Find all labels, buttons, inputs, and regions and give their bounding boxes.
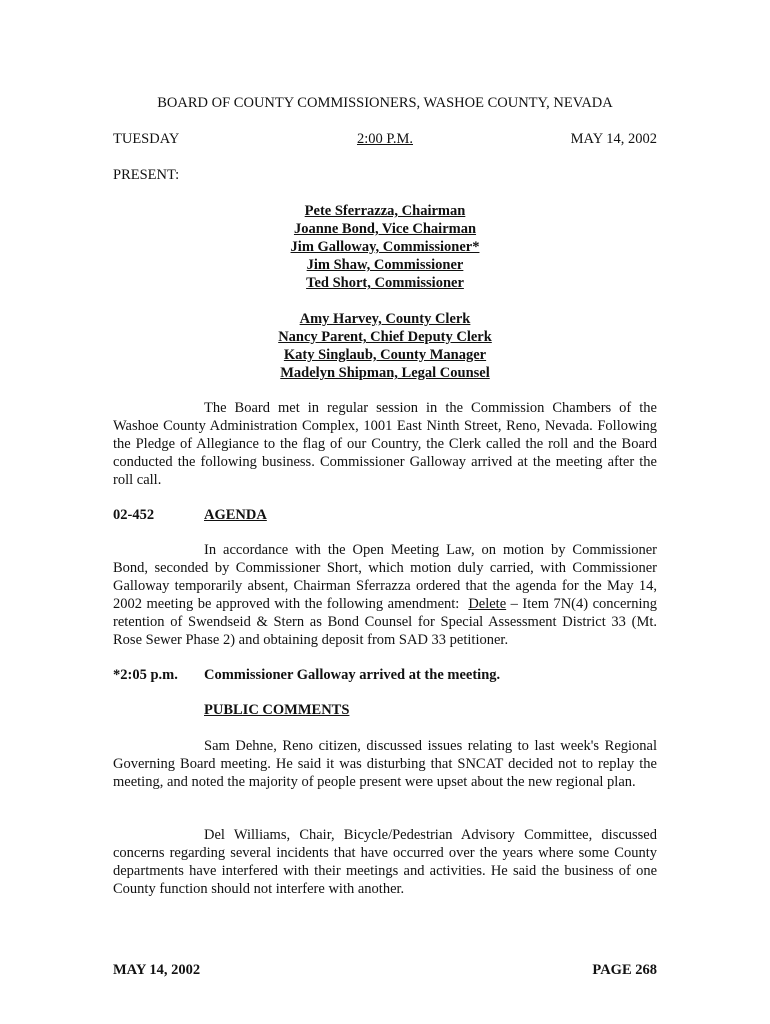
agenda-paragraph [113, 541, 657, 649]
agenda-text-part-2: – Item 7N(4) concerning retention of Swendseid & Stern as Bond Counsel for Special Assessment District 33 (Mt. Rose Sewer Phase 2) and obtaining deposit from SAD 33 petitioner. [113, 596, 657, 648]
commissioner-name: Joanne Bond, Vice Chairman [293, 221, 477, 237]
footer-date: MAY 14, 2002 [113, 962, 201, 978]
staff-name: Madelyn Shipman, Legal Counsel [280, 365, 490, 381]
document-title: BOARD OF COUNTY COMMISSIONERS, WASHOE COUNTY, NEVADA [157, 95, 613, 111]
commissioner-name: Jim Shaw, Commissioner [306, 257, 464, 273]
staff-name: Nancy Parent, Chief Deputy Clerk [278, 329, 492, 345]
commissioner-name: Ted Short, Commissioner [306, 275, 464, 291]
meeting-day: TUESDAY [113, 131, 180, 147]
meeting-date: MAY 14, 2002 [570, 131, 657, 147]
staff-name: Amy Harvey, County Clerk [299, 311, 471, 327]
meeting-time: 2:00 P.M. [356, 131, 413, 147]
staff-name: Katy Singlaub, County Manager [283, 347, 487, 363]
intro-paragraph: The Board met in regular session in the Commission Chambers of the Washoe County Administration Complex, 1001 East Ninth Street, Reno, Nevada. Following the Pledge of Allegiance to the flag of our Country, the Clerk called the roll and the Board conducted the following business. Commissioner Galloway arrived at the meeting after the roll call. [113, 400, 657, 488]
public-comment-paragraph: Del Williams, Chair, Bicycle/Pedestrian Advisory Committee, discussed concerns regarding several incidents that have occurred over the years where some County departments have interfered with their meetings and activities. He said the business of one County function should not interfere with another. [113, 827, 657, 897]
arrival-text: Commissioner Galloway arrived at the meeting. [204, 667, 501, 683]
public-comments-heading: PUBLIC COMMENTS [204, 702, 350, 718]
arrival-time: *2:05 p.m. [113, 667, 178, 683]
present-label: PRESENT: [113, 167, 180, 183]
public-comment-paragraph: Sam Dehne, Reno citizen, discussed issues relating to last week's Regional Governing Board meeting. He said it was disturbing that SNCAT decided not to replay the meeting, and noted the majority of people present were upset about the new regional plan. [113, 738, 657, 790]
agenda-item-number: 02-452 [113, 507, 155, 523]
commissioner-name: Pete Sferrazza, Chairman [304, 203, 466, 219]
agenda-text-part-1: In accordance with the Open Meeting Law, on motion by Commissioner Bond, seconded by Commissioner Short, which motion duly carried, with Commissioner Galloway temporarily absent, Chairman Sferrazza ordered that the agenda for the May 14, 2002 meeting be approved with the following amendment: [113, 542, 657, 612]
commissioner-name: Jim Galloway, Commissioner* [290, 239, 480, 255]
delete-word: Delete [468, 596, 507, 612]
agenda-heading: AGENDA [204, 507, 267, 523]
staff-list [0, 310, 770, 382]
page-number: PAGE 268 [592, 962, 657, 978]
commissioners-list [0, 202, 770, 292]
